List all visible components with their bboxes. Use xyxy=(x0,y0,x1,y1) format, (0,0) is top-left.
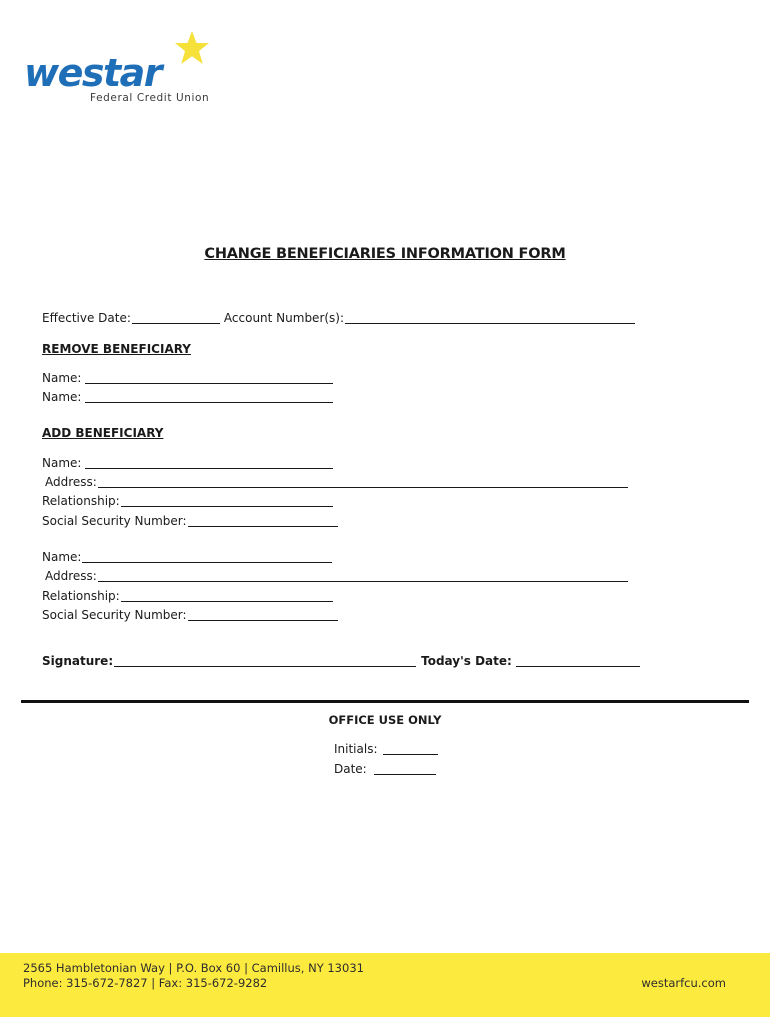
add-address-field-1[interactable] xyxy=(98,475,628,488)
footer-address: 2565 Hambletonian Way | P.O. Box 60 | Camillus, NY 13031 xyxy=(23,961,364,975)
todays-date-field[interactable] xyxy=(516,654,640,667)
add-ssn-row-2 xyxy=(42,608,338,622)
add-name-row-2 xyxy=(42,550,332,564)
add-address-row-2 xyxy=(45,569,628,583)
footer-bar xyxy=(0,953,770,1017)
add-relationship-field-1[interactable] xyxy=(121,494,333,507)
add-ssn-row-1 xyxy=(42,514,338,528)
remove-beneficiary-heading: REMOVE BENEFICIARY xyxy=(42,342,191,356)
add-name-field-2[interactable] xyxy=(82,550,332,563)
name-label: Name: xyxy=(42,390,82,404)
add-address-field-2[interactable] xyxy=(98,569,628,582)
remove-name-row-2 xyxy=(42,390,333,404)
add-relationship-field-2[interactable] xyxy=(121,589,333,602)
effective-date-row xyxy=(42,311,635,325)
footer-phone: Phone: 315-672-7827 | Fax: 315-672-9282 xyxy=(23,976,268,990)
signature-field[interactable] xyxy=(114,654,416,667)
ssn-label: Social Security Number: xyxy=(42,608,187,622)
address-label: Address: xyxy=(45,569,97,583)
add-ssn-field-2[interactable] xyxy=(188,608,338,621)
remove-name-row-1 xyxy=(42,371,333,385)
account-numbers-label: Account Number(s): xyxy=(223,311,345,325)
remove-name-field-2[interactable] xyxy=(85,390,333,403)
initials-label: Initials: xyxy=(334,742,378,756)
remove-name-field-1[interactable] xyxy=(85,371,333,384)
add-address-row-1 xyxy=(45,475,628,489)
footer-website-link[interactable]: westarfcu.com xyxy=(641,976,726,990)
initials-row xyxy=(334,742,438,756)
signature-row xyxy=(42,654,640,668)
add-beneficiary-heading: ADD BENEFICIARY xyxy=(42,426,164,440)
office-use-title: OFFICE USE ONLY xyxy=(328,713,442,727)
add-relationship-row-1 xyxy=(42,494,333,508)
name-label: Name: xyxy=(42,456,82,470)
account-numbers-field[interactable] xyxy=(345,311,635,324)
logo-subtitle: Federal Credit Union xyxy=(90,92,210,104)
address-label: Address: xyxy=(45,475,97,489)
office-date-row xyxy=(334,762,436,776)
todays-date-label: Today's Date: xyxy=(421,654,512,668)
add-name-field-1[interactable] xyxy=(85,456,333,469)
office-date-label: Date: xyxy=(334,762,367,776)
form-title: CHANGE BENEFICIARIES INFORMATION FORM xyxy=(204,246,566,262)
name-label: Name: xyxy=(42,550,82,564)
effective-date-field[interactable] xyxy=(132,311,220,324)
relationship-label: Relationship: xyxy=(42,589,120,603)
ssn-label: Social Security Number: xyxy=(42,514,187,528)
add-relationship-row-2 xyxy=(42,589,333,603)
relationship-label: Relationship: xyxy=(42,494,120,508)
westar-logo xyxy=(24,30,224,110)
logo-wordmark: westar xyxy=(24,51,162,95)
add-ssn-field-1[interactable] xyxy=(188,514,338,527)
star-icon xyxy=(174,30,210,66)
effective-date-label: Effective Date: xyxy=(42,311,131,325)
name-label: Name: xyxy=(42,371,82,385)
section-divider xyxy=(21,700,749,703)
add-name-row-1 xyxy=(42,456,333,470)
office-date-field[interactable] xyxy=(374,762,436,775)
signature-label: Signature: xyxy=(42,654,114,668)
initials-field[interactable] xyxy=(383,742,438,755)
